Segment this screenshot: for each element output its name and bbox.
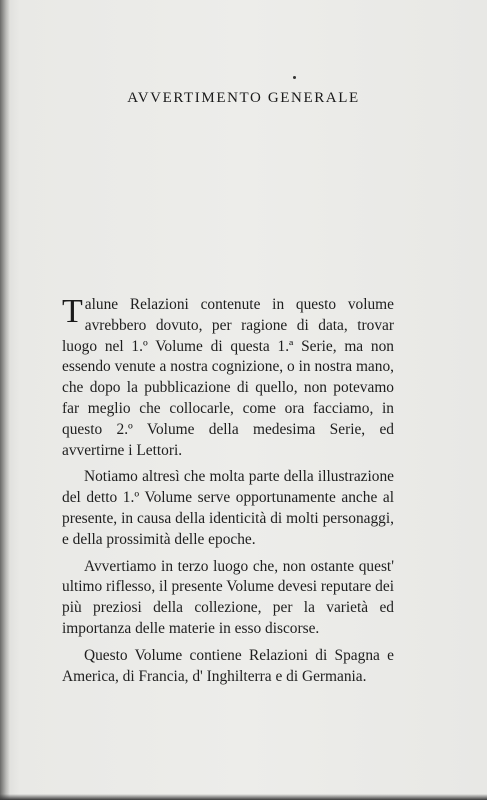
paragraph-2: Notiamo altresì che molta parte della illustrazione del detto 1.º Volume serve opportunamente anche al presente, in causa della identicità di molti personaggi, e della prossimità delle epoche.: [62, 468, 394, 548]
page-title: AVVERTIMENTO GENERALE: [127, 90, 360, 106]
paragraph-1: [62, 295, 394, 461]
drop-cap: T: [62, 293, 83, 330]
page-gutter-shadow: [0, 0, 10, 800]
page-bottom-edge: [0, 794, 487, 800]
ink-speck: [293, 76, 296, 79]
paragraph-1-text: alune Relazioni contenute in questo volume avrebbero dovuto, per ragione di data, trovar luogo nel 1.º Volume di questa 1.ª Serie, ma non essendo venute a nostra cognizione, o in nostra mano, che dopo la pubblicazione di quello, non potevamo far meglio che collocarle, come ora facciamo, in questo 2.º Volume della medesima Serie, ed avvertirne i Lettori.: [62, 296, 394, 459]
paragraph-4: Questo Volume contiene Relazioni di Spagna e America, di Francia, d' Inghilterra e di Germania.: [62, 646, 394, 685]
body-text: [62, 295, 394, 693]
paragraph-3: Avvertiamo in terzo luogo che, non ostante quest' ultimo riflesso, il presente Volume devesi reputare dei più preziosi della collezione, per la varietà ed importanza delle materie in esso discorse.: [62, 557, 394, 637]
